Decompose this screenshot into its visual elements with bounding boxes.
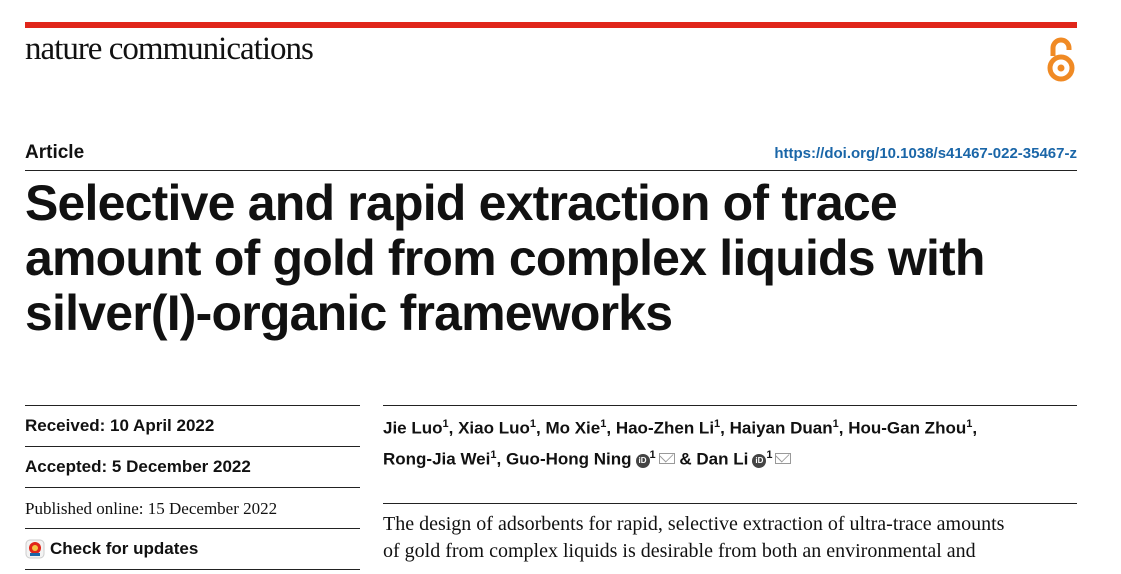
author-separator: , — [496, 449, 506, 469]
author-name[interactable]: Hao-Zhen Li — [615, 418, 715, 438]
affiliation-sup: 1 — [529, 418, 536, 430]
author-separator: , — [606, 418, 616, 438]
email-icon[interactable] — [659, 453, 675, 464]
author-name[interactable]: Xiao Luo — [458, 418, 530, 438]
author-name[interactable]: Guo-Hong Ning — [505, 449, 632, 469]
header-divider — [25, 170, 1077, 171]
affiliation-sup: 1 — [490, 448, 497, 461]
author-name[interactable]: Mo Xie — [545, 418, 601, 438]
title-line: silver(I)-organic frameworks — [25, 285, 673, 341]
abstract — [383, 511, 1077, 565]
orcid-icon[interactable]: iD — [636, 454, 650, 468]
journal-color-bar — [25, 22, 1077, 28]
accepted-row — [25, 446, 360, 487]
published-date: Published online: 15 December 2022 — [25, 499, 278, 518]
affiliation-sup: 1 — [442, 418, 449, 430]
abstract-line: of gold from complex liquids is desirable from both an environmental and — [383, 540, 976, 562]
article-dates — [25, 405, 360, 570]
dates-bottom-rule — [25, 569, 360, 570]
author-separator: & — [674, 449, 697, 469]
abstract-divider — [383, 503, 1077, 504]
journal-name: nature communications — [25, 31, 313, 67]
article-type: Article — [25, 142, 85, 163]
email-icon[interactable] — [775, 453, 791, 464]
author-name[interactable]: Jie Luo — [383, 418, 443, 438]
affiliation-sup: 1 — [649, 448, 656, 461]
author-list — [383, 411, 1077, 472]
affiliation-sup: 1 — [600, 418, 607, 430]
affiliation-sup: 1 — [832, 418, 839, 430]
affiliation-sup: 1 — [966, 418, 973, 430]
accepted-date: Accepted: 5 December 2022 — [25, 457, 251, 476]
authors-divider — [383, 405, 1077, 406]
author-separator: , — [972, 418, 978, 438]
orcid-icon[interactable]: iD — [752, 454, 766, 468]
check-updates-button[interactable] — [25, 528, 360, 569]
author-separator: , — [448, 418, 459, 438]
author-name[interactable]: Dan Li — [696, 449, 749, 469]
article-title — [25, 176, 1085, 341]
author-separator: , — [720, 418, 730, 438]
published-row — [25, 487, 360, 528]
author-name[interactable]: Rong-Jia Wei — [383, 449, 491, 469]
received-row — [25, 405, 360, 446]
author-separator: , — [536, 418, 546, 438]
open-access-icon — [1044, 36, 1078, 84]
title-line: Selective and rapid extraction of trace — [25, 175, 897, 231]
author-name[interactable]: Haiyan Duan — [729, 418, 833, 438]
author-line — [383, 442, 1077, 473]
title-line: amount of gold from complex liquids with — [25, 230, 985, 286]
author-separator: , — [838, 418, 849, 438]
author-line — [383, 411, 1077, 442]
check-updates-label: Check for updates — [50, 539, 199, 558]
author-name[interactable]: Hou-Gan Zhou — [848, 418, 967, 438]
doi-link[interactable]: https://doi.org/10.1038/s41467-022-35467-z — [774, 145, 1077, 162]
abstract-line: The design of adsorbents for rapid, selective extraction of ultra-trace amounts — [383, 513, 1005, 535]
affiliation-sup: 1 — [714, 418, 721, 430]
received-date: Received: 10 April 2022 — [25, 416, 215, 435]
affiliation-sup: 1 — [766, 448, 773, 461]
check-updates-icon — [25, 539, 45, 559]
